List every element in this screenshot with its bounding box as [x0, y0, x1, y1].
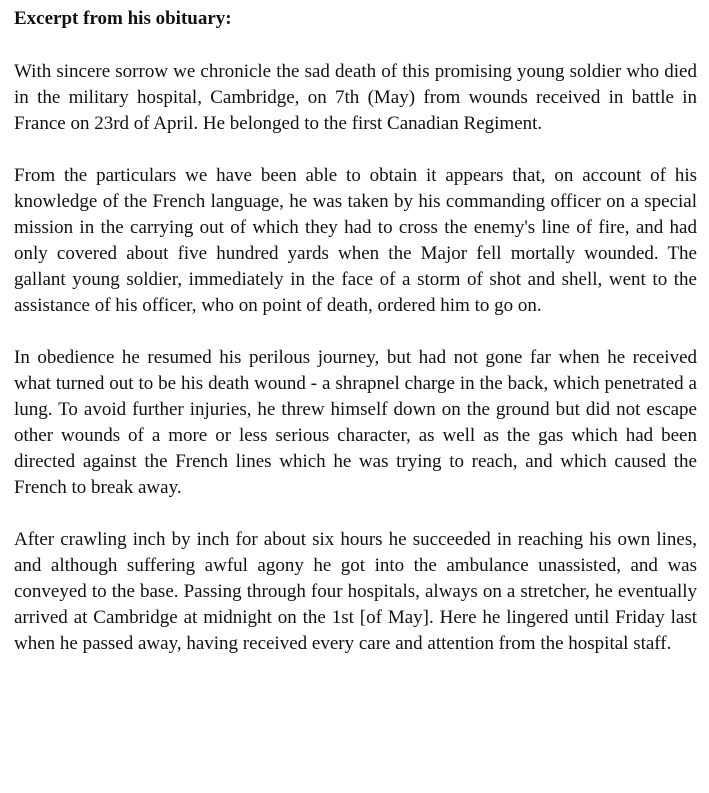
paragraph-2: From the particulars we have been able to obtain it appears that, on account of his knowledge of the French language, he was taken by his commanding officer on a special mission in the carrying out of which they had to cross the enemy's line of fire, and had only covered about five hundred yards when the Major fell mortally wounded. The gallant young soldier, immediately in the face of a storm of shot and shell, went to the assistance of his officer, who on point of death, ordered him to go on.: [14, 165, 697, 316]
paragraph-3: In obedience he resumed his perilous journey, but had not gone far when he received what turned out to be his death wound - a shrapnel charge in the back, which penetrated a lung. To avoid further injuries, he threw himself down on the ground but did not escape other wounds of a more or less serious character, as well as the gas which had been directed against the French lines which he was trying to reach, and which caused the French to break away.: [14, 347, 697, 498]
document-heading: Excerpt from his obituary:: [14, 8, 232, 29]
paragraph-1: With sincere sorrow we chronicle the sad death of this promising young soldier who died in the military hospital, Cambridge, on 7th (May) from wounds received in battle in France on 23rd of April. He belonged to the first Canadian Regiment.: [14, 61, 697, 134]
paragraph-4: After crawling inch by inch for about six hours he succeeded in reaching his own lines, and although suffering awful agony he got into the ambulance unassisted, and was conveyed to the base. Passing through four hospitals, always on a stretcher, he eventually arrived at Cambridge at midnight on the 1st [of May]. Here he lingered until Friday last when he passed away, having received every care and attention from the hospital staff.: [14, 529, 697, 654]
obituary-excerpt: [14, 6, 697, 657]
